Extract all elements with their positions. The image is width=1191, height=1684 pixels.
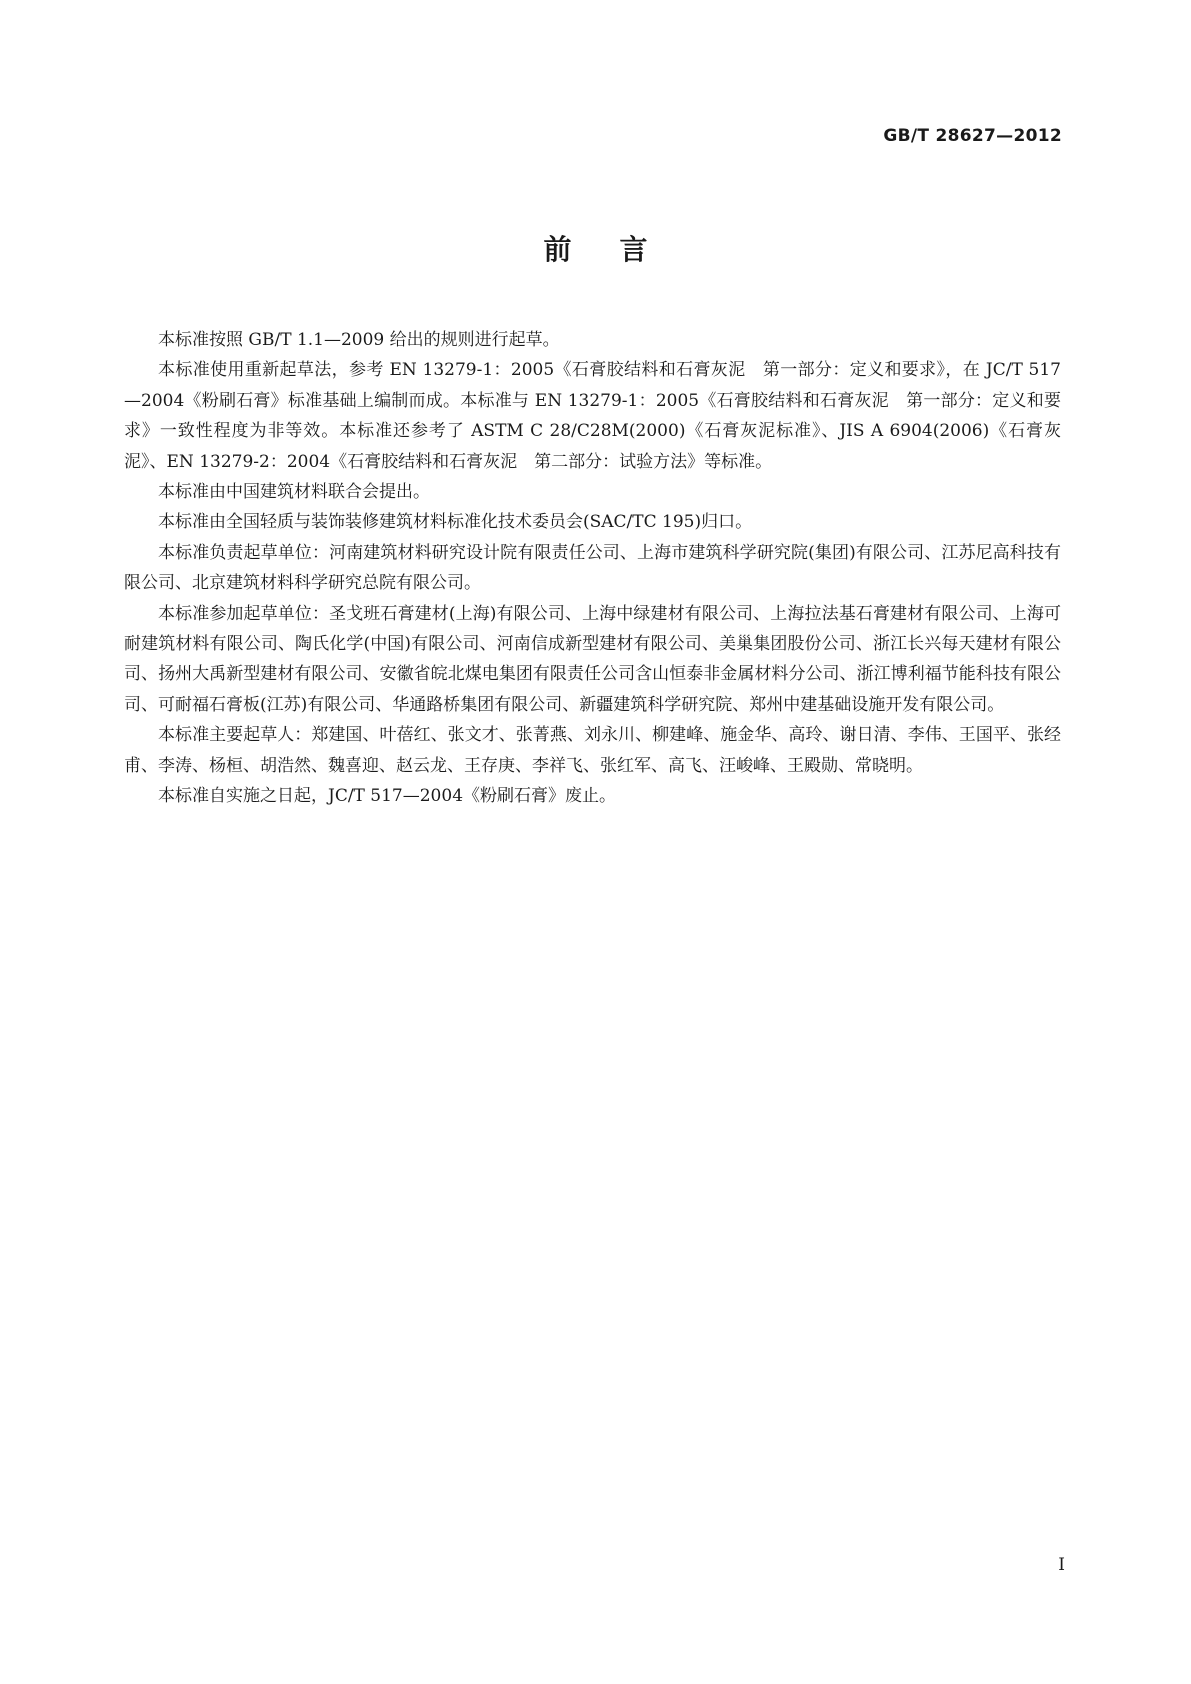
preface-body xyxy=(124,325,1061,812)
page-number: I xyxy=(1058,1555,1065,1575)
standard-code: GB/T 28627—2012 xyxy=(883,126,1062,146)
page-title: 前言 xyxy=(543,233,696,266)
paragraph-lead-drafters: 本标准负责起草单位：河南建筑材料研究设计院有限责任公司、上海市建筑科学研究院(集团)有限公司、江苏尼高科技有限公司、北京建筑材料科学研究总院有限公司。 xyxy=(124,542,1061,594)
paragraph-supersedes: 本标准自实施之日起，JC/T 517—2004《粉刷石膏》废止。 xyxy=(158,786,617,807)
paragraph-main-drafters: 本标准主要起草人：郑建国、叶蓓红、张文才、张菁燕、刘永川、柳建峰、施金华、高玲、谢日清、李伟、王国平、张经甫、李涛、杨桓、胡浩然、魏喜迎、赵云龙、王存庚、李祥飞、张红军、高飞、汪峻峰、王殿勋、常晓明。 xyxy=(124,725,1061,776)
paragraph-participating-drafters: 本标准参加起草单位：圣戈班石膏建材(上海)有限公司、上海中绿建材有限公司、上海拉法基石膏建材有限公司、上海可耐建筑材料有限公司、陶氏化学(中国)有限公司、河南信成新型建材有限公司、美巢集团股份公司、浙江长兴每天建材有限公司、扬州大禹新型建材有限公司、安徽省皖北煤电集团有限责任公司含山恒泰非金属材料分公司、浙江博利福节能科技有限公司、可耐福石膏板(江苏)有限公司、华通路桥集团有限公司、新疆建筑科学研究院、郑州中建基础设施开发有限公司。 xyxy=(124,603,1061,715)
paragraph-references: 本标准使用重新起草法，参考 EN 13279-1：2005《石膏胶结料和石膏灰泥 第一部分：定义和要求》，在 JC/T 517—2004《粉刷石膏》标准基础上编制而成。本标准与 EN 13279-1：2005《石膏胶结料和石膏灰泥 第一部分：定义和要求》一致性程度为非等效。本标准还参考了 ASTM C 28/C28M(2000)《石膏灰泥标准》、JIS A 6904(2006)《石膏灰泥》、EN 13279-2：2004《石膏胶结料和石膏灰泥 第二部分：试验方法》等标准。 xyxy=(124,360,1061,472)
paragraph-committee: 本标准由全国轻质与装饰装修建筑材料标准化技术委员会(SAC/TC 195)归口。 xyxy=(158,512,753,533)
paragraph-proposer: 本标准由中国建筑材料联合会提出。 xyxy=(158,482,430,503)
paragraph-drafting-rules: 本标准按照 GB/T 1.1—2009 给出的规则进行起草。 xyxy=(158,330,560,350)
